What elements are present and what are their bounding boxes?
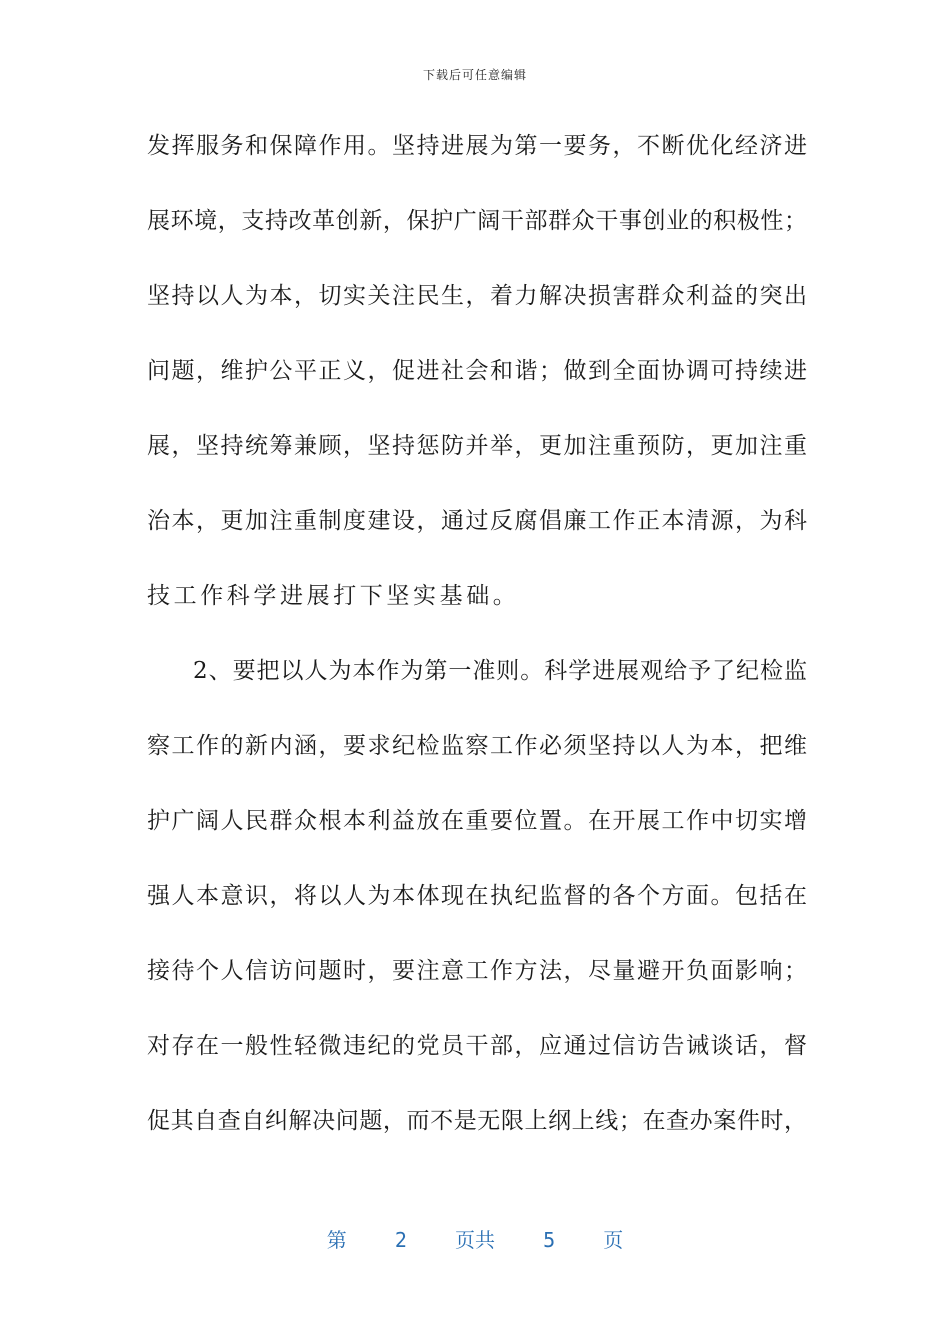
footer-prefix: 第 [326, 1228, 347, 1252]
document-body [147, 120, 807, 1170]
body-line-4: 问题，维护公平正义，促进社会和谐；做到全面协调可持续进 [147, 358, 807, 384]
page-footer [0, 1224, 950, 1253]
body-line-5: 展，坚持统筹兼顾，坚持惩防并举，更加注重预防，更加注重 [147, 433, 807, 459]
body-line-9: 察工作的新内涵，要求纪检监察工作必须坚持以人为本，把维 [147, 733, 807, 759]
current-page-number: 2 [394, 1228, 407, 1252]
body-line-11: 强人本意识，将以人为本体现在执纪监督的各个方面。包括在 [147, 883, 807, 909]
body-line-12: 接待个人信访问题时，要注意工作方法，尽量避开负面影响； [147, 958, 807, 984]
total-pages-number: 5 [543, 1228, 556, 1252]
body-line-1: 发挥服务和保障作用。坚持进展为第一要务，不断优化经济进 [147, 133, 807, 159]
body-line-6: 治本，更加注重制度建设，通过反腐倡廉工作正本清源，为科 [147, 508, 807, 534]
footer-suffix: 页 [603, 1228, 624, 1252]
footer-middle: 页共 [455, 1228, 495, 1252]
body-line-2: 展环境，支持改革创新，保护广阔干部群众干事创业的积极性； [147, 208, 807, 234]
body-line-3: 坚持以人为本，切实关注民生，着力解决损害群众利益的突出 [147, 283, 807, 309]
body-line-8: 2、要把以人为本作为第一准则。科学进展观给予了纪检监 [193, 658, 807, 684]
body-line-10: 护广阔人民群众根本利益放在重要位置。在开展工作中切实增 [147, 808, 807, 834]
page-header-note: 下载后可任意编辑 [422, 68, 527, 82]
body-line-7: 技工作科学进展打下坚实基础。 [147, 583, 520, 609]
body-line-14: 促其自查自纠解决问题，而不是无限上纲上线；在查办案件时， [147, 1108, 807, 1134]
body-line-13: 对存在一般性轻微违纪的党员干部，应通过信访告诫谈话，督 [147, 1033, 807, 1059]
